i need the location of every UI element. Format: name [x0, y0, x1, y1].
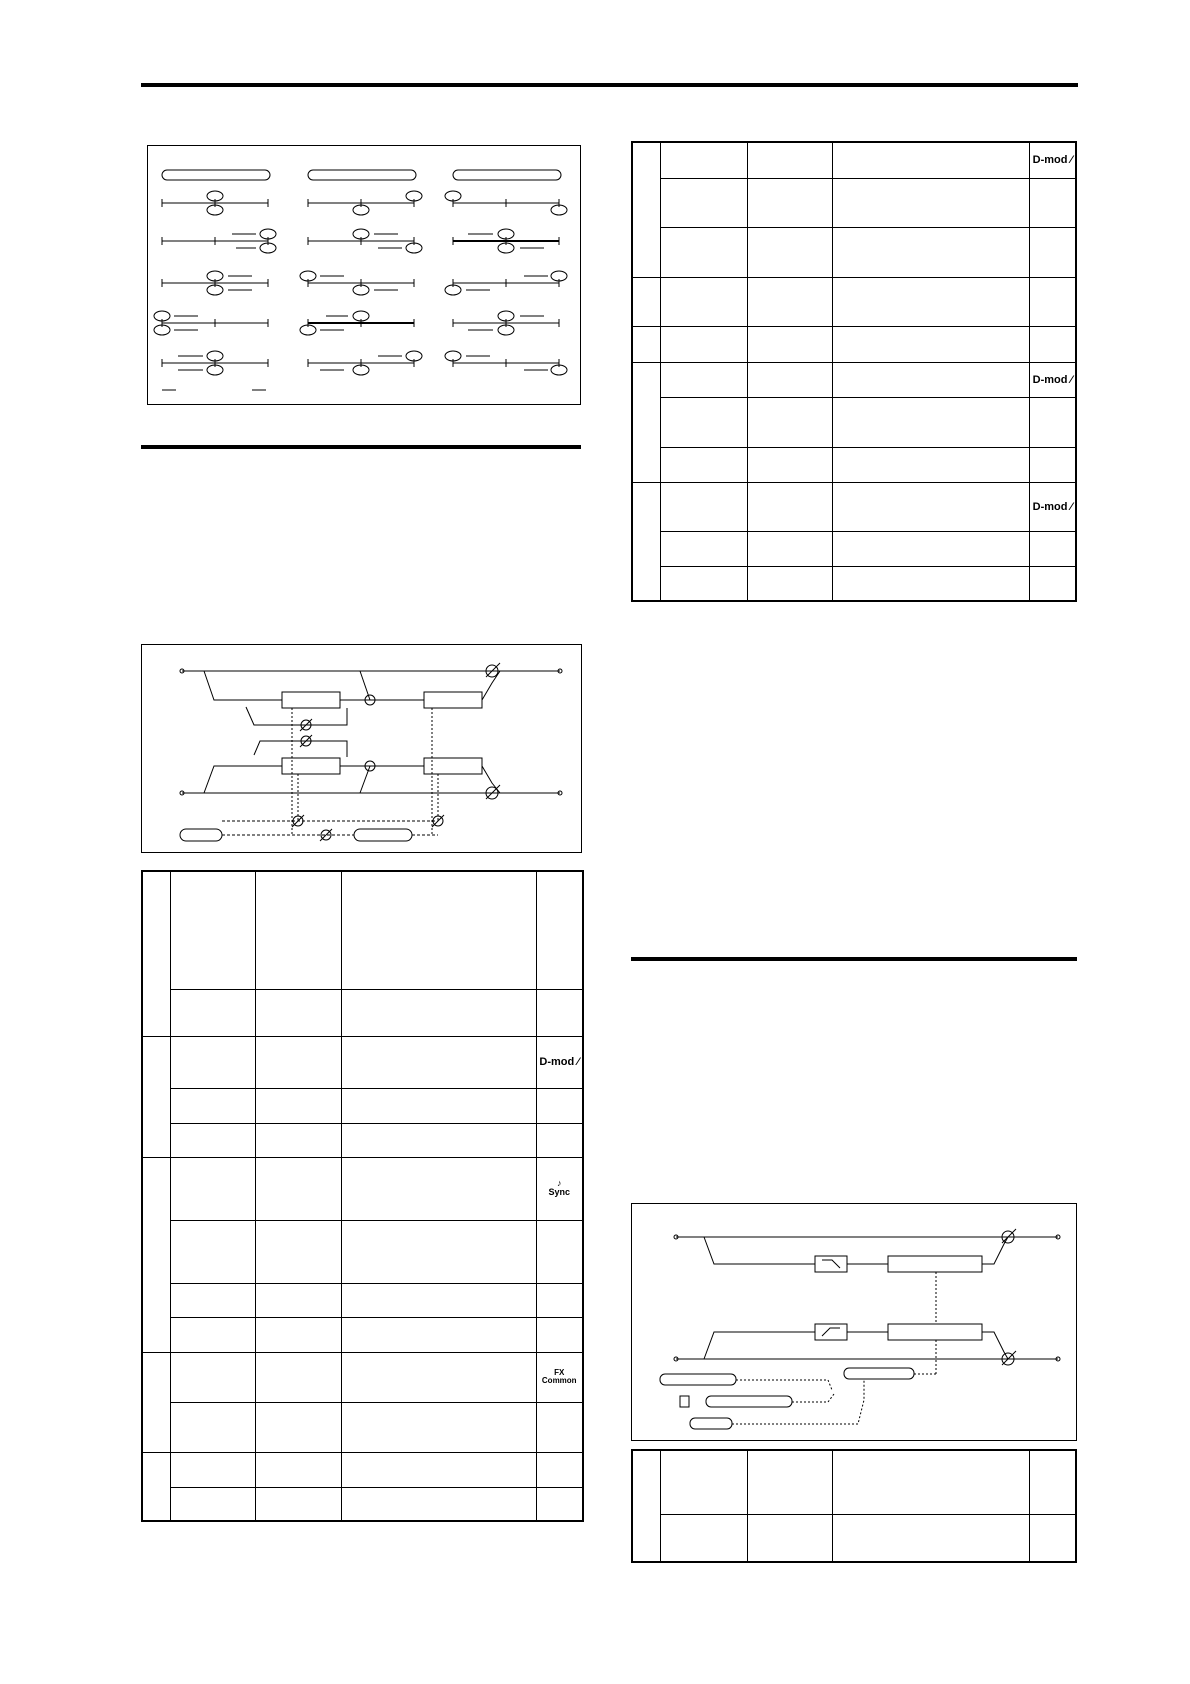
filter-block-upper: [815, 1256, 847, 1272]
block-upper-right: [424, 692, 482, 708]
dmod-icon: D-mod ⁄: [1032, 154, 1073, 167]
left-parameter-table: [141, 870, 584, 1522]
bottom-parameter-table: [631, 1449, 1077, 1563]
group-label-cell: [142, 1452, 170, 1521]
filter-block-lower: [815, 1324, 847, 1340]
group-label-cell: [142, 871, 170, 1036]
lfo-pill: [706, 1396, 792, 1407]
signal-flow-svg-2: [632, 1204, 1075, 1439]
effect-block-lower: [888, 1324, 982, 1340]
signal-flow-diagram-2: [631, 1203, 1077, 1441]
effect-block-upper: [888, 1256, 982, 1272]
signal-flow-svg-1: [142, 645, 580, 851]
group-label-cell: [632, 277, 660, 326]
group-label-cell: [632, 1450, 660, 1562]
control-pill: [690, 1418, 732, 1429]
dmod-icon: D-mod ⁄: [1032, 373, 1073, 386]
source-pill: [180, 829, 222, 841]
column-header-pill-2: [308, 170, 416, 180]
dmod-icon: D-mod ⁄: [1032, 500, 1073, 513]
tempo-sync-icon: ♪ Sync: [548, 1178, 570, 1197]
header-rule: [141, 83, 1078, 87]
group-label-cell: [142, 1157, 170, 1352]
block-lower-right: [424, 758, 482, 774]
group-label-cell: [632, 326, 660, 362]
dmod-icon: D-mod ⁄: [539, 1056, 580, 1068]
group-label-cell: [632, 482, 660, 601]
mode-grid-diagram: [147, 145, 581, 405]
group-label-cell: [632, 142, 660, 277]
group-label-cell: [142, 1036, 170, 1157]
right-parameter-table: [631, 141, 1077, 602]
fx-common-icon: FX Common: [541, 1367, 577, 1385]
section-rule-left: [141, 445, 581, 449]
mode-grid-svg: [148, 146, 579, 403]
input-source-pill: [660, 1374, 736, 1385]
section-rule-right: [631, 957, 1077, 961]
block-lower-left: [282, 758, 340, 774]
signal-flow-diagram-1: [141, 644, 582, 853]
group-label-cell: [142, 1352, 170, 1452]
mod-source-pill: [844, 1368, 914, 1379]
block-upper-left: [282, 692, 340, 708]
column-header-pill-1: [162, 170, 270, 180]
modulator-pill: [354, 829, 412, 841]
column-header-pill-3: [453, 170, 561, 180]
group-label-cell: [632, 362, 660, 482]
pedal-icon: [680, 1396, 689, 1407]
